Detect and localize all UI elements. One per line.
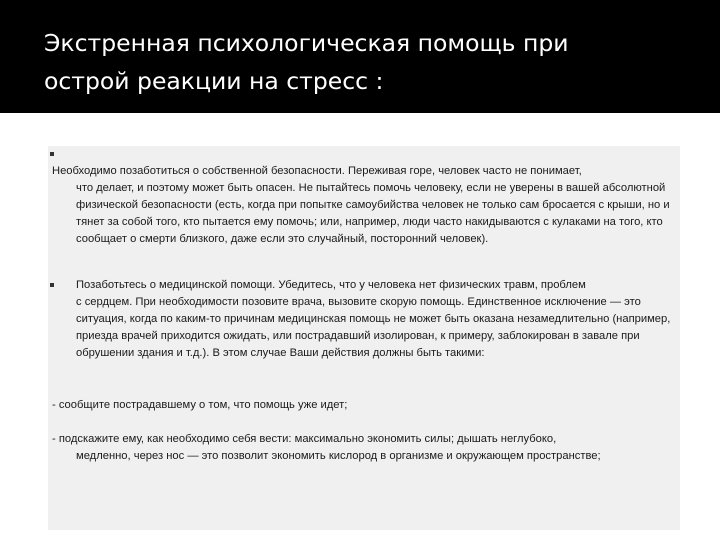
paragraph-medical-body: с сердцем. При необходимости позовите врача, вызовите скорую помощь. Единственное исключение — это ситуация, когда по каким-то причинам медицинская помощь не может быть оказана незамедлительно (например, приезда врачей приходится ожидать, или пострадавший изолирован, к примеру, заблокирован в завале при обрушении здания и т.д.). В этом случае Ваши действия должны быть такими: [76, 296, 671, 360]
paragraph-inform [48, 397, 680, 414]
paragraph-instructions-first-line: - подскажите ему, как необходимо себя вести: максимально экономить силы; дышать неглубоко, [52, 433, 557, 445]
title-line-2: острой реакции на стресс : [44, 67, 384, 95]
bullet-marker [50, 152, 54, 156]
paragraph-instructions-body: медленно, через нос — это позволит экономить кислород в организме и окружающем пространстве; [76, 450, 601, 463]
paragraph-safety-body: что делает, и поэтому может быть опасен. Не пытайтесь помочь человеку, если не уверены в вашей абсолютной физической безопасности (есть, когда при попытке самоубийства человек не только сам бросается с крыши, но и тянет за собой того, кто пытается ему помочь; или, например, люди часто накидываются с кулаками на того, кто сообщает о смерти близкого, даже если это случайный, посторонний человек). [76, 182, 670, 246]
slide-title [44, 24, 684, 100]
paragraph-safety [48, 163, 680, 248]
paragraph-medical-first-line: Позаботьтесь о медицинской помощи. Убедитесь, что у человека нет физических травм, проблем [76, 279, 586, 291]
paragraph-safety-first-line: Необходимо позаботиться о собственной безопасности. Переживая горе, человек часто не понимает, [52, 165, 582, 177]
title-line-1: Экстренная психологическая помощь при [44, 29, 569, 57]
paragraph-medical [48, 277, 680, 362]
paragraph-inform-line: - сообщите пострадавшему о том, что помощь уже идет; [52, 399, 348, 411]
title-bar [0, 0, 720, 113]
content-area [48, 146, 680, 530]
paragraph-instructions [48, 431, 680, 465]
